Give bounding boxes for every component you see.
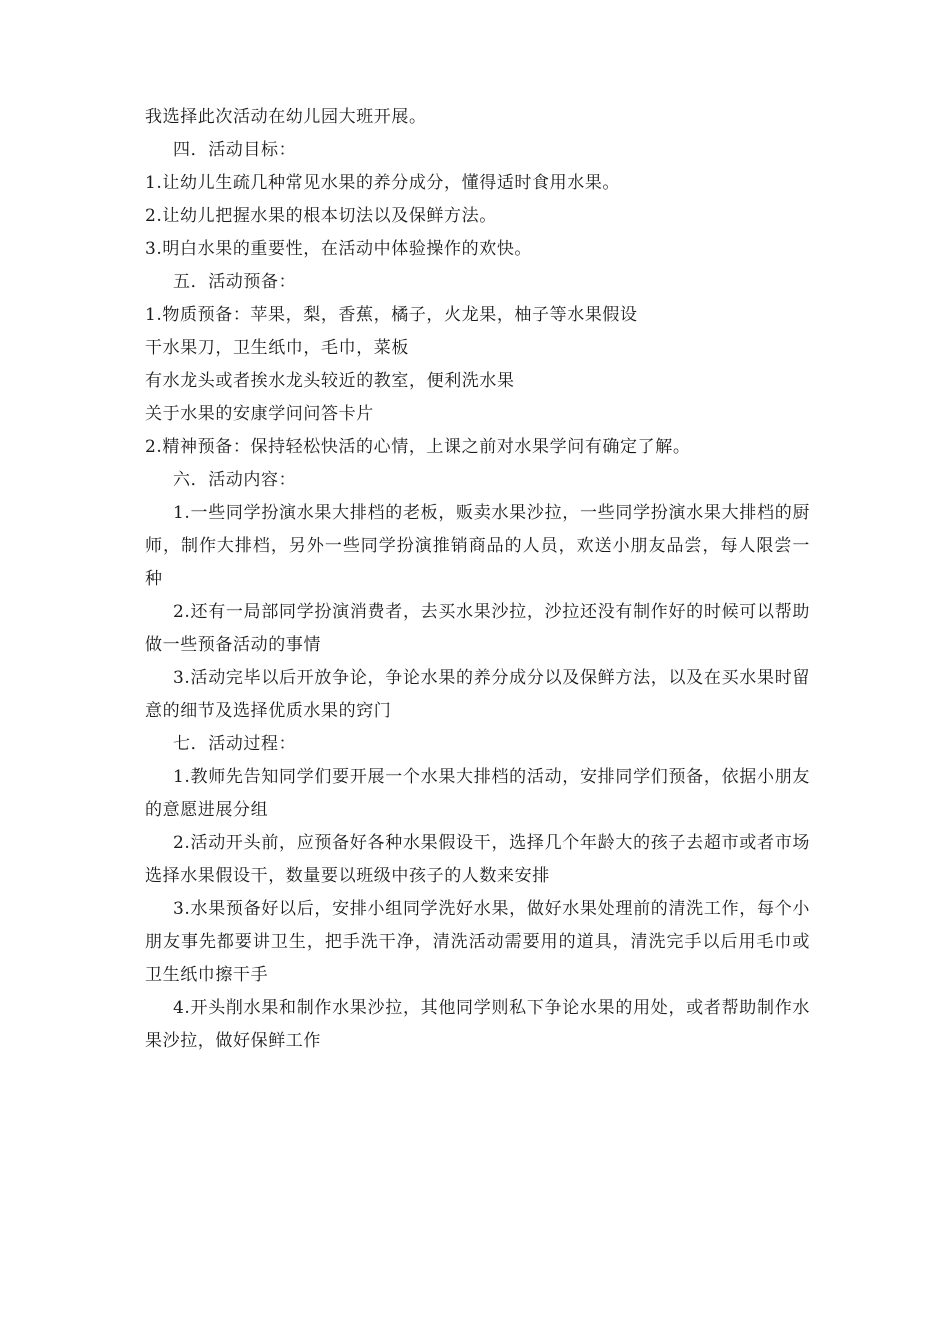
prep-item-material-cards: 关于水果的安康学问问答卡片 [145, 404, 374, 424]
process-item-4: 4.开头削水果和制作水果沙拉，其他同学则私下争论水果的用处，或者帮助制作水果沙拉，做好保鲜工作 [145, 998, 810, 1051]
prep-item-mental: 2.精神预备：保持轻松快活的心情，上课之前对水果学问有确定了解。 [145, 437, 691, 457]
prep-item-material-tools: 干水果刀，卫生纸巾，毛巾，菜板 [145, 338, 409, 358]
content-item-1: 1.一些同学扮演水果大排档的老板，贩卖水果沙拉，一些同学扮演水果大排档的厨师，制作大排档，另外一些同学扮演推销商品的人员，欢送小朋友品尝，每人限尝一种 [145, 503, 810, 589]
process-item-2: 2.活动开头前，应预备好各种水果假设干，选择几个年龄大的孩子去超市或者市场选择水果假设干，数量要以班级中孩子的人数来安排 [145, 833, 810, 886]
goal-item-2: 2.让幼儿把握水果的根本切法以及保鲜方法。 [145, 206, 497, 226]
heading-activity-process: 七．活动过程： [173, 734, 297, 754]
prep-item-material-room: 有水龙头或者挨水龙头较近的教室，便利洗水果 [145, 371, 515, 391]
content-item-3: 3.活动完毕以后开放争论，争论水果的养分成分以及保鲜方法，以及在买水果时留意的细节及选择优质水果的窍门 [145, 668, 810, 721]
document-body [145, 101, 810, 1058]
content-item-2: 2.还有一局部同学扮演消费者，去买水果沙拉，沙拉还没有制作好的时候可以帮助做一些预备活动的事情 [145, 602, 810, 655]
prep-item-material: 1.物质预备：苹果，梨，香蕉，橘子，火龙果，柚子等水果假设 [145, 305, 638, 325]
heading-activity-goals: 四．活动目标： [173, 140, 297, 160]
process-item-3: 3.水果预备好以后，安排小组同学洗好水果，做好水果处理前的清洗工作，每个小朋友事先都要讲卫生，把手洗干净，清洗活动需要用的道具，清洗完手以后用毛巾或卫生纸巾擦干手 [145, 899, 810, 985]
process-item-1: 1.教师先告知同学们要开展一个水果大排档的活动，安排同学们预备，依据小朋友的意愿进展分组 [145, 767, 810, 820]
goal-item-3: 3.明白水果的重要性，在活动中体验操作的欢快。 [145, 239, 533, 259]
goal-item-1: 1.让幼儿生疏几种常见水果的养分成分，懂得适时食用水果。 [145, 173, 621, 193]
heading-activity-preparation: 五．活动预备： [173, 272, 297, 292]
heading-activity-content: 六．活动内容： [173, 470, 297, 490]
paragraph-intro-line: 我选择此次活动在幼儿园大班开展。 [145, 107, 427, 127]
